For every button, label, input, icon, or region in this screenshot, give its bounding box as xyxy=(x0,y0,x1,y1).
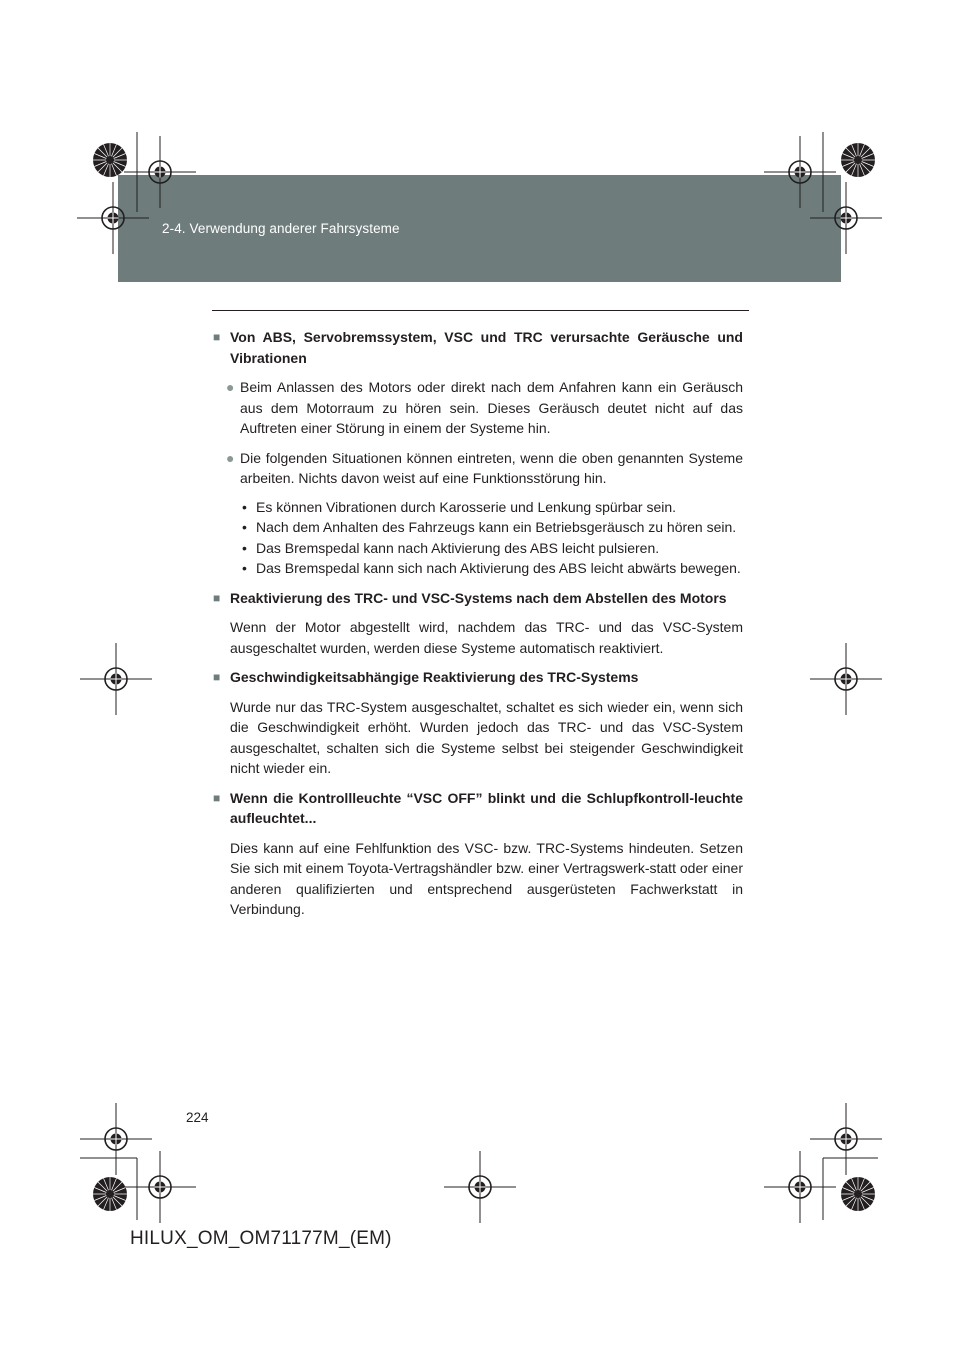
book-info: HILUX_OM_OM71177M_(EM).book Page 224 Wednesday, May 16, 2012 1:28 PM xyxy=(180,166,549,176)
star-target-icon xyxy=(93,143,127,177)
heading-reactivation: ■ Reaktivierung des TRC- und VSC-Systems nach dem Abstellen des Motors xyxy=(213,588,743,609)
sub-list-item: • Nach dem Anhalten des Fahrzeugs kann ein Betriebsgeräusch zu hören sein. xyxy=(240,517,743,538)
sub-list-item: • Es können Vibrationen durch Karosserie und Lenkung spürbar sein. xyxy=(240,497,743,518)
dot-bullet-icon: • xyxy=(242,498,247,515)
square-bullet-icon: ■ xyxy=(213,590,221,605)
dot-bullet-icon: • xyxy=(242,519,247,535)
registration-mark-icon xyxy=(810,643,882,715)
heading-vsc-off-blinks: ■ Wenn die Kontrollleuchte “VSC OFF” blinkt und die Schlupfkontroll-leuchte aufleuchtet... xyxy=(213,789,743,826)
square-bullet-icon: ■ xyxy=(213,330,221,344)
square-bullet-icon: ■ xyxy=(213,790,221,805)
registration-mark-icon xyxy=(124,1151,196,1223)
list-item: ● Beim Anlassen des Motors oder direkt nach dem Anfahren kann ein Geräusch aus dem Motorraum zu hören sein. Dieses Geräusch deutet nicht auf das Auftreten einer Störung in einem der Systeme hin. xyxy=(226,379,743,436)
section-title: 2-4. Verwendung anderer Fahrsysteme xyxy=(162,221,400,236)
square-bullet-icon: ■ xyxy=(213,670,221,684)
page-number: 224 xyxy=(186,1110,209,1125)
circle-bullet-icon: ● xyxy=(226,379,235,395)
registration-mark-icon xyxy=(810,182,882,254)
star-target-icon xyxy=(841,1177,875,1211)
paragraph: Wenn der Motor abgestellt wird, nachdem das TRC- und das VSC-System ausgeschaltet wurden, werden diese Systeme automatisch reaktiviert. xyxy=(230,619,743,656)
sub-list-item: • Das Bremspedal kann sich nach Aktivierung des ABS leicht abwärts bewegen. xyxy=(240,558,743,579)
paragraph: Wurde nur das TRC-System ausgeschaltet, schaltet es sich wieder ein, wenn sich die Geschwindigkeit erhöht. Wurden jedoch das TRC- und das VSC-System ausgeschaltet, schalten sich die Systeme selbst bei steigender Geschwindigkeit nicht wieder ein. xyxy=(230,698,743,776)
star-target-icon xyxy=(841,143,875,177)
registration-mark-icon xyxy=(124,136,196,208)
sub-list-item: • Das Bremspedal kann nach Aktivierung des ABS leicht pulsieren. xyxy=(240,538,743,559)
document-code: HILUX_OM_OM71177M_(EM) xyxy=(130,1228,392,1249)
dot-bullet-icon: • xyxy=(242,539,247,556)
registration-mark-icon xyxy=(764,1151,836,1223)
heading-noise-vibration: ■ Von ABS, Servobremssystem, VSC und TRC verursachte Geräusche und Vibrationen xyxy=(213,329,743,366)
star-target-icon xyxy=(93,1177,127,1211)
circle-bullet-icon: ● xyxy=(226,449,235,466)
registration-mark-icon xyxy=(444,1151,516,1223)
registration-mark-icon xyxy=(77,182,149,254)
registration-mark-icon xyxy=(764,136,836,208)
dot-bullet-icon: • xyxy=(242,560,247,576)
registration-mark-icon xyxy=(80,1103,152,1175)
heading-speed-reactivation: ■ Geschwindigkeitsabhängige Reaktivierung des TRC-Systems xyxy=(213,667,743,688)
list-item: ● Die folgenden Situationen können eintreten, wenn die oben genannten Systeme arbeiten. Nichts davon weist auf eine Funktionsstörung hin. xyxy=(226,449,743,486)
registration-mark-icon xyxy=(810,1103,882,1175)
paragraph: Dies kann auf eine Fehlfunktion des VSC- bzw. TRC-Systems hindeuten. Setzen Sie sich mit einem Toyota-Vertragshändler bzw. einer Vertragswerk-statt oder einer anderen qualifizierten und entsprechend ausgerüsteten Fachwerkstatt in Verbindung. xyxy=(230,839,743,917)
registration-mark-icon xyxy=(80,643,152,715)
